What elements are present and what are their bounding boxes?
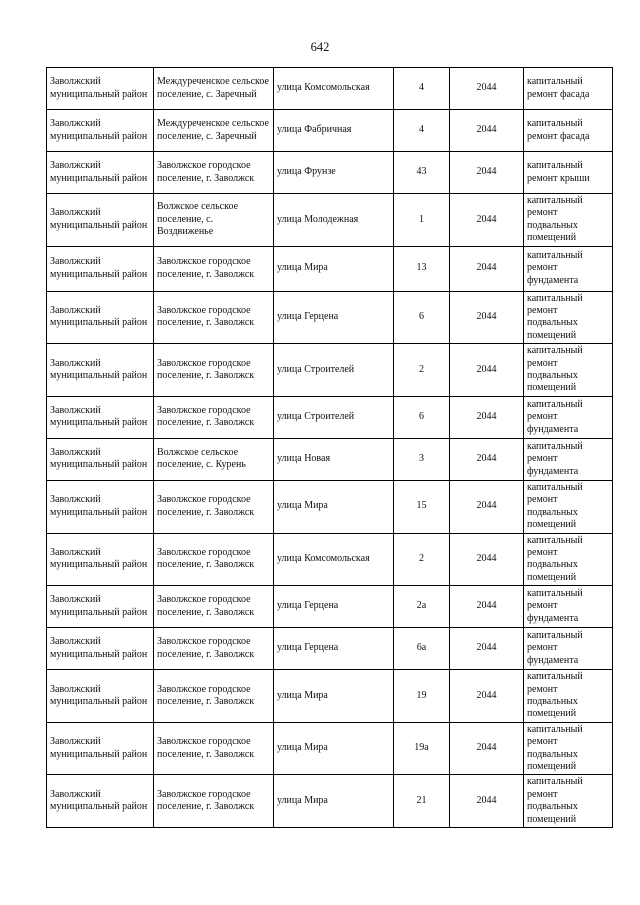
settlement-cell: Заволжское городское поселение, г. Заволжск [154, 628, 274, 670]
settlement-cell: Заволжское городское поселение, г. Заволжск [154, 775, 274, 828]
settlement-cell: Междуреченское сельское поселение, с. Заречный [154, 110, 274, 152]
street-cell: улица Мира [274, 775, 394, 828]
year-cell: 2044 [450, 533, 524, 586]
area-cell: Заволжский муниципальный район [47, 775, 154, 828]
table-row [47, 396, 613, 438]
area-cell: Заволжский муниципальный район [47, 110, 154, 152]
table-row [47, 533, 613, 586]
area-cell: Заволжский муниципальный район [47, 628, 154, 670]
house-cell: 15 [394, 480, 450, 533]
table-row [47, 670, 613, 723]
house-cell: 6 [394, 291, 450, 344]
house-cell: 19 [394, 670, 450, 723]
settlement-cell: Заволжское городское поселение, г. Заволжск [154, 246, 274, 291]
year-cell: 2044 [450, 344, 524, 397]
year-cell: 2044 [450, 722, 524, 775]
house-cell: 19а [394, 722, 450, 775]
work-cell: капитальный ремонт подвальных помещений [524, 775, 613, 828]
work-cell: капитальный ремонт фасада [524, 110, 613, 152]
house-cell: 2а [394, 586, 450, 628]
street-cell: улица Мира [274, 722, 394, 775]
area-cell: Заволжский муниципальный район [47, 396, 154, 438]
settlement-cell: Заволжское городское поселение, г. Заволжск [154, 291, 274, 344]
year-cell: 2044 [450, 438, 524, 480]
work-cell: капитальный ремонт подвальных помещений [524, 722, 613, 775]
work-cell: капитальный ремонт подвальных помещений [524, 194, 613, 247]
work-cell: капитальный ремонт подвальных помещений [524, 480, 613, 533]
table-row [47, 775, 613, 828]
street-cell: улица Молодежная [274, 194, 394, 247]
settlement-cell: Волжское сельское поселение, с. Воздвиженье [154, 194, 274, 247]
area-cell: Заволжский муниципальный район [47, 670, 154, 723]
house-cell: 2 [394, 344, 450, 397]
street-cell: улица Комсомольская [274, 68, 394, 110]
area-cell: Заволжский муниципальный район [47, 480, 154, 533]
area-cell: Заволжский муниципальный район [47, 246, 154, 291]
table-row [47, 194, 613, 247]
street-cell: улица Фабричная [274, 110, 394, 152]
table-row [47, 480, 613, 533]
year-cell: 2044 [450, 246, 524, 291]
house-cell: 2 [394, 533, 450, 586]
table-row [47, 722, 613, 775]
year-cell: 2044 [450, 194, 524, 247]
table-row [47, 152, 613, 194]
street-cell: улица Мира [274, 480, 394, 533]
street-cell: улица Строителей [274, 396, 394, 438]
work-cell: капитальный ремонт крыши [524, 152, 613, 194]
area-cell: Заволжский муниципальный район [47, 722, 154, 775]
street-cell: улица Фрунзе [274, 152, 394, 194]
settlement-cell: Междуреченское сельское поселение, с. Заречный [154, 68, 274, 110]
street-cell: улица Герцена [274, 628, 394, 670]
table-row [47, 68, 613, 110]
street-cell: улица Мира [274, 246, 394, 291]
work-cell: капитальный ремонт фундамента [524, 628, 613, 670]
street-cell: улица Новая [274, 438, 394, 480]
street-cell: улица Мира [274, 670, 394, 723]
area-cell: Заволжский муниципальный район [47, 533, 154, 586]
table-row [47, 246, 613, 291]
house-cell: 43 [394, 152, 450, 194]
year-cell: 2044 [450, 670, 524, 723]
table-row [47, 291, 613, 344]
house-cell: 4 [394, 68, 450, 110]
house-cell: 3 [394, 438, 450, 480]
register-table [46, 67, 613, 828]
settlement-cell: Заволжское городское поселение, г. Заволжск [154, 152, 274, 194]
table-row [47, 438, 613, 480]
house-cell: 6а [394, 628, 450, 670]
settlement-cell: Заволжское городское поселение, г. Заволжск [154, 670, 274, 723]
street-cell: улица Герцена [274, 291, 394, 344]
house-cell: 1 [394, 194, 450, 247]
street-cell: улица Герцена [274, 586, 394, 628]
settlement-cell: Заволжское городское поселение, г. Заволжск [154, 533, 274, 586]
year-cell: 2044 [450, 291, 524, 344]
year-cell: 2044 [450, 775, 524, 828]
settlement-cell: Заволжское городское поселение, г. Заволжск [154, 396, 274, 438]
street-cell: улица Строителей [274, 344, 394, 397]
year-cell: 2044 [450, 152, 524, 194]
settlement-cell: Волжское сельское поселение, с. Курень [154, 438, 274, 480]
year-cell: 2044 [450, 110, 524, 152]
area-cell: Заволжский муниципальный район [47, 344, 154, 397]
area-cell: Заволжский муниципальный район [47, 152, 154, 194]
house-cell: 21 [394, 775, 450, 828]
house-cell: 4 [394, 110, 450, 152]
table-row [47, 586, 613, 628]
work-cell: капитальный ремонт фундамента [524, 438, 613, 480]
area-cell: Заволжский муниципальный район [47, 438, 154, 480]
year-cell: 2044 [450, 480, 524, 533]
work-cell: капитальный ремонт фундамента [524, 586, 613, 628]
year-cell: 2044 [450, 396, 524, 438]
year-cell: 2044 [450, 68, 524, 110]
table-row [47, 628, 613, 670]
street-cell: улица Комсомольская [274, 533, 394, 586]
settlement-cell: Заволжское городское поселение, г. Заволжск [154, 480, 274, 533]
work-cell: капитальный ремонт фундамента [524, 246, 613, 291]
register-table-body [47, 68, 613, 828]
page-number: 642 [310, 40, 330, 54]
work-cell: капитальный ремонт подвальных помещений [524, 344, 613, 397]
work-cell: капитальный ремонт подвальных помещений [524, 670, 613, 723]
house-cell: 13 [394, 246, 450, 291]
area-cell: Заволжский муниципальный район [47, 586, 154, 628]
year-cell: 2044 [450, 628, 524, 670]
house-cell: 6 [394, 396, 450, 438]
table-row [47, 344, 613, 397]
work-cell: капитальный ремонт подвальных помещений [524, 533, 613, 586]
area-cell: Заволжский муниципальный район [47, 68, 154, 110]
table-row [47, 110, 613, 152]
work-cell: капитальный ремонт подвальных помещений [524, 291, 613, 344]
settlement-cell: Заволжское городское поселение, г. Заволжск [154, 722, 274, 775]
year-cell: 2044 [450, 586, 524, 628]
settlement-cell: Заволжское городское поселение, г. Заволжск [154, 586, 274, 628]
work-cell: капитальный ремонт фундамента [524, 396, 613, 438]
settlement-cell: Заволжское городское поселение, г. Заволжск [154, 344, 274, 397]
area-cell: Заволжский муниципальный район [47, 194, 154, 247]
work-cell: капитальный ремонт фасада [524, 68, 613, 110]
area-cell: Заволжский муниципальный район [47, 291, 154, 344]
